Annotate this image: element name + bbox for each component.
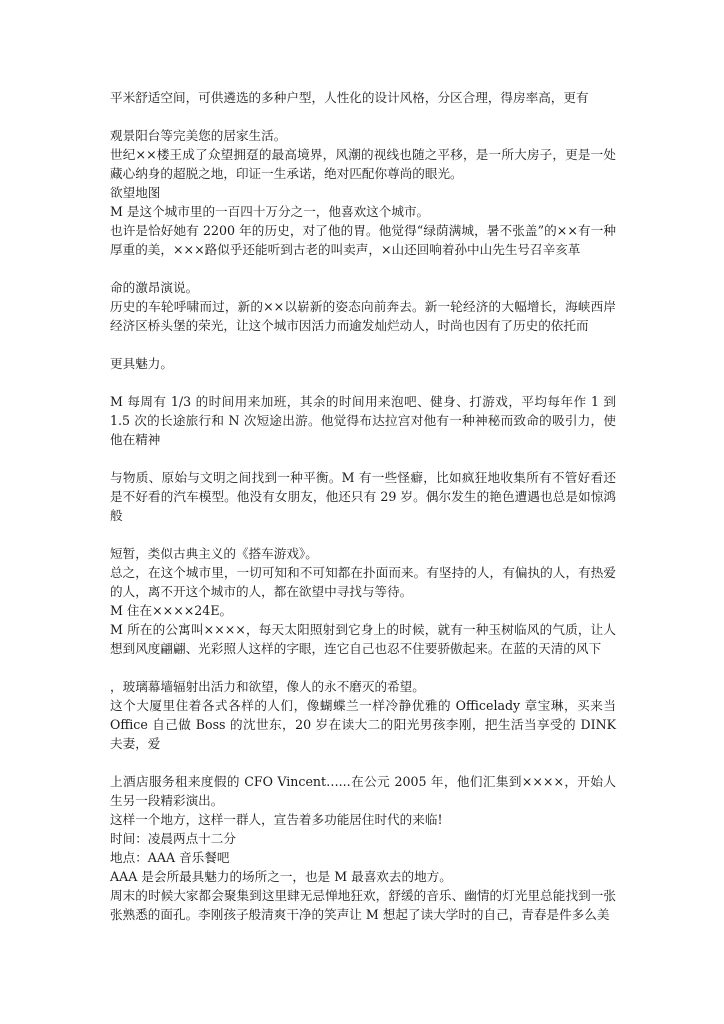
paragraph: 世纪××楼王成了众望拥趸的最高境界，风潮的视线也随之平移，是一所大房子，更是一处藏心纳身的超脱之地，印证一生承诺，绝对匹配你尊尚的眼光。	[110, 147, 616, 181]
paragraph: 这样一个地方，这样一群人，宣告着多功能居住时代的来临!	[110, 812, 443, 827]
paragraph: 与物质、原始与文明之间找到一种平衡。M 有一些怪癖，比如疯狂地收集所有不管好看还是不好看的汽车模型。他没有女朋友，他还只有 29 岁。偶尔发生的艳色遭遇也总是如惊鸿般	[110, 470, 616, 523]
paragraph: AAA 是会所最具魅力的场所之一，也是 M 最喜欢去的地方。	[110, 869, 452, 884]
paragraph: 上酒店服务租来度假的 CFO Vincent…...在公元 2005 年，他们汇集到××××，开始人生另一段精彩演出。	[110, 774, 616, 808]
blank-line	[110, 658, 616, 677]
blank-line	[110, 373, 616, 392]
paragraph: M 是这个城市里的一百四十万分之一，他喜欢这个城市。	[110, 204, 430, 219]
paragraph: 短暂，类似古典主义的《搭车游戏》。	[110, 546, 318, 561]
paragraph: 平米舒适空间，可供遴选的多种户型，人性化的设计风格，分区合理，得房率高，更有	[110, 90, 589, 105]
paragraph: 命的激昂演说。	[110, 280, 199, 295]
paragraph: 这个大厦里住着各式各样的人们，像蝴蝶兰一样冷静优雅的 Officelady 章宝琳，买来当 Office 自己做 Boss 的沈世东，20 岁在读大二的阳光男孩李刚，把生活当享受的 DINK 夫妻，爱	[110, 698, 616, 751]
blank-line	[110, 107, 616, 126]
blank-line	[110, 259, 616, 278]
blank-line	[110, 449, 616, 468]
paragraph: 时间：凌晨两点十二分	[110, 831, 236, 846]
paragraph: M 所在的公寓叫××××，每天太阳照射到它身上的时候，就有一种玉树临风的气质，让人想到风度翩翩、光彩照人这样的字眼，连它自己也忍不住要骄傲起来。在蓝的天清的风下	[110, 622, 616, 656]
paragraph: 也许是恰好她有 2200 年的历史，对了他的胃。他觉得“绿荫满城，暑不张盖”的××有一种厚重的美，×××路似乎还能听到古老的叫卖声，×山还回响着孙中山先生号召辛亥革	[110, 223, 616, 257]
section-heading: 欲望地图	[110, 185, 161, 200]
paragraph: M 住在××××24E。	[110, 603, 233, 618]
paragraph: 总之，在这个城市里，一切可知和不可知都在扑面而来。有坚持的人，有偏执的人，有热爱的人，离不开这个城市的人，都在欲望中寻找与等待。	[110, 565, 616, 599]
document-page	[110, 88, 616, 924]
blank-line	[110, 753, 616, 772]
paragraph: 地点：AAA 音乐餐吧	[110, 850, 230, 865]
paragraph: ，玻璃幕墙辐射出活力和欲望，像人的永不磨灭的希望。	[110, 679, 425, 694]
paragraph: M 每周有 1/3 的时间用来加班，其余的时间用来泡吧、健身、打游戏，平均每年作 1 到 1.5 次的长途旅行和 N 次短途出游。他觉得布达拉宫对他有一种神秘而致命的吸引力，使他在精神	[110, 394, 616, 447]
blank-line	[110, 335, 616, 354]
blank-line	[110, 525, 616, 544]
paragraph: 历史的车轮呼啸而过，新的××以崭新的姿态向前奔去。新一轮经济的大幅增长，海峡西岸经济区桥头堡的荣光，让这个城市因活力而逾发灿烂动人，时尚也因有了历史的依托而	[110, 299, 616, 333]
paragraph: 观景阳台等完美您的居家生活。	[110, 128, 287, 143]
paragraph: 更具魅力。	[110, 356, 173, 371]
paragraph: 周末的时候大家都会聚集到这里肆无忌惮地狂欢，舒缓的音乐、幽情的灯光里总能找到一张张熟悉的面孔。李刚孩子般清爽干净的笑声让 M 想起了读大学时的自己，青春是件多么美	[110, 888, 616, 922]
